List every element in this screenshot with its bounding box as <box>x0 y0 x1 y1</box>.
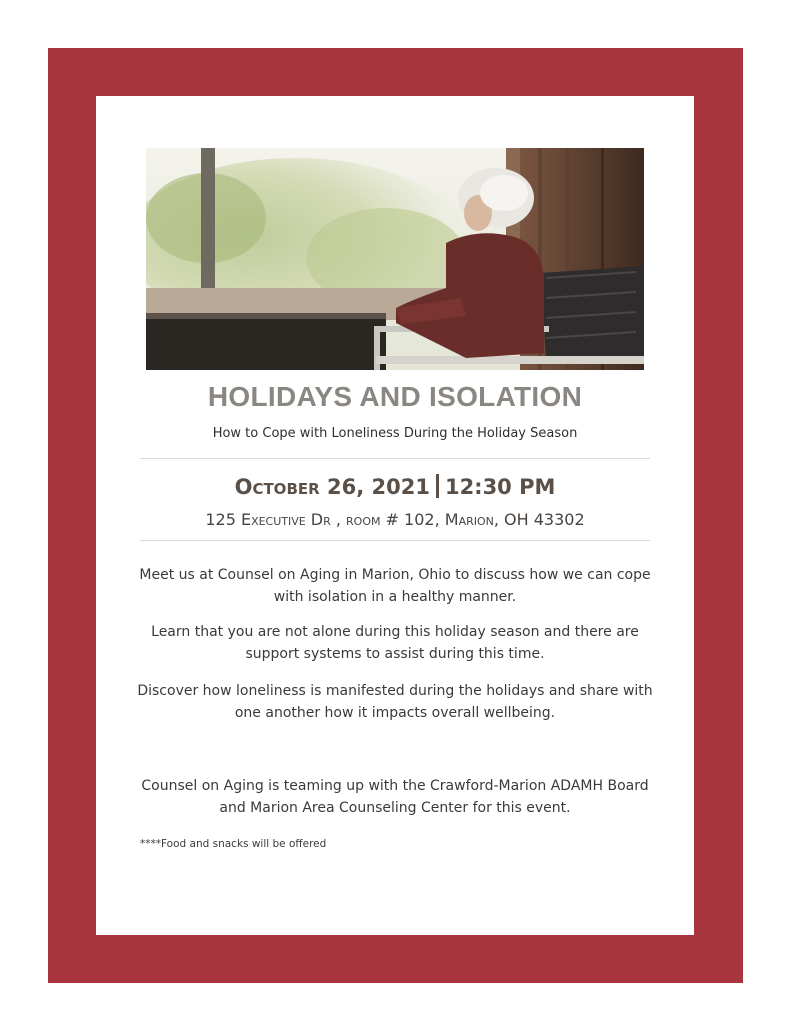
flyer-border <box>48 48 743 983</box>
divider-top <box>140 458 650 459</box>
paragraph-discover: Discover how loneliness is manifested during the holidays and share with one another how it impacts overall wellbeing. <box>137 683 653 721</box>
event-address: 125 Executive Dr , room # 102, Marion, OH 43302 <box>205 510 585 529</box>
date-separator <box>436 474 439 498</box>
event-time: 12:30 PM <box>444 475 556 499</box>
paragraph-not-alone: Learn that you are not alone during this holiday season and there are support systems to assist during this time. <box>151 624 639 662</box>
paragraph-intro: Meet us at Counsel on Aging in Marion, Ohio to discuss how we can cope with isolation in a healthy manner. <box>139 567 651 605</box>
event-date-time <box>96 474 694 499</box>
elderly-woman-at-window-photo <box>146 148 644 370</box>
paragraph-partners: Counsel on Aging is teaming up with the Crawford-Marion ADAMH Board and Marion Area Counseling Center for this event. <box>141 778 649 816</box>
event-date: October 26, 2021 <box>234 475 430 499</box>
flyer-subtitle: How to Cope with Loneliness During the Holiday Season <box>212 426 578 441</box>
flyer-panel <box>96 96 694 935</box>
divider-bottom <box>140 540 650 541</box>
food-footnote: ****Food and snacks will be offered <box>140 838 327 850</box>
flyer-title: HOLIDAYS AND ISOLATION <box>207 381 583 412</box>
